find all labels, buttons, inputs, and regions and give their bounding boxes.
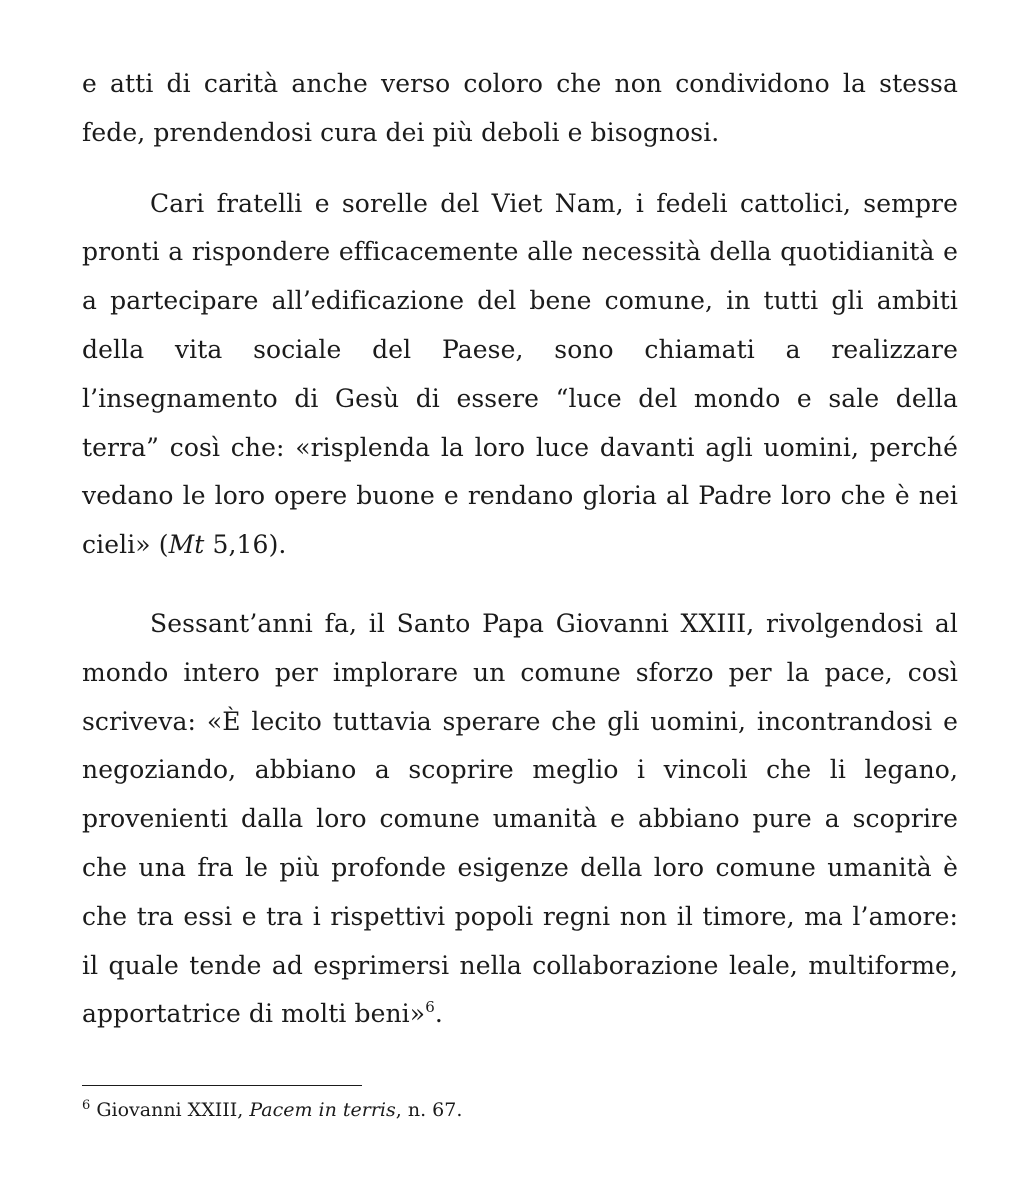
footnote: [82, 1095, 958, 1125]
footnote-rest: , n. 67.: [395, 1099, 463, 1121]
footnote-reference-mark: 6: [425, 998, 435, 1017]
paragraph-giovanni-xxiii-text: Sessant’anni fa, il Santo Papa Giovanni XXIII, rivolgendosi al mondo intero per implorare un comune sforzo per la pace, così scriveva: «È lecito tuttavia sperare che gli uomini, incontrandosi e negoziando, abbiano a scoprire meglio i vincoli che li legano, provenienti dalla loro comune umanità e abbiano pure a scoprire che una fra le più profonde esigenze della loro comune umanità è che tra essi e tra i rispettivi popoli regni non il timore, ma l’amore: il quale tende ad esprimersi nella collaborazione leale, multiforme, apportatrice di molti beni»: [82, 608, 958, 1029]
footnote-mark: 6: [82, 1098, 91, 1113]
paragraph-viet-nam-text: Cari fratelli e sorelle del Viet Nam, i fedeli cattolici, sempre pronti a rispondere efficacemente alle necessità della quotidianità e a partecipare all’edificazione del bene comune, in tutti gli ambiti della vita sociale del Paese, sono chiamati a realizzare l’insegnamento di Gesù di essere “luce del mondo e sale della terra” così che: «risplenda la loro luce davanti agli uomini, perché vedano le loro opere buone e rendano gloria al Padre loro che è nei cieli»: [82, 188, 958, 560]
footnote-author: Giovanni XXIII,: [90, 1099, 250, 1121]
paragraph-viet-nam: [82, 180, 958, 570]
citation-open: (: [150, 530, 169, 560]
citation-reference: 5,16).: [204, 530, 287, 560]
document-page: [82, 60, 958, 1039]
citation-book: Mt: [168, 530, 205, 560]
paragraph-giovanni-xxiii: [82, 600, 958, 1039]
paragraph-carita-text: e atti di carità anche verso coloro che non condividono la stessa fede, prendendosi cura dei più deboli e bisognosi.: [82, 69, 958, 147]
paragraph-end-period: .: [434, 999, 443, 1029]
footnote-title: Pacem in terris: [249, 1099, 396, 1121]
footnote-divider: [82, 1085, 362, 1086]
paragraph-carita: [82, 60, 958, 158]
